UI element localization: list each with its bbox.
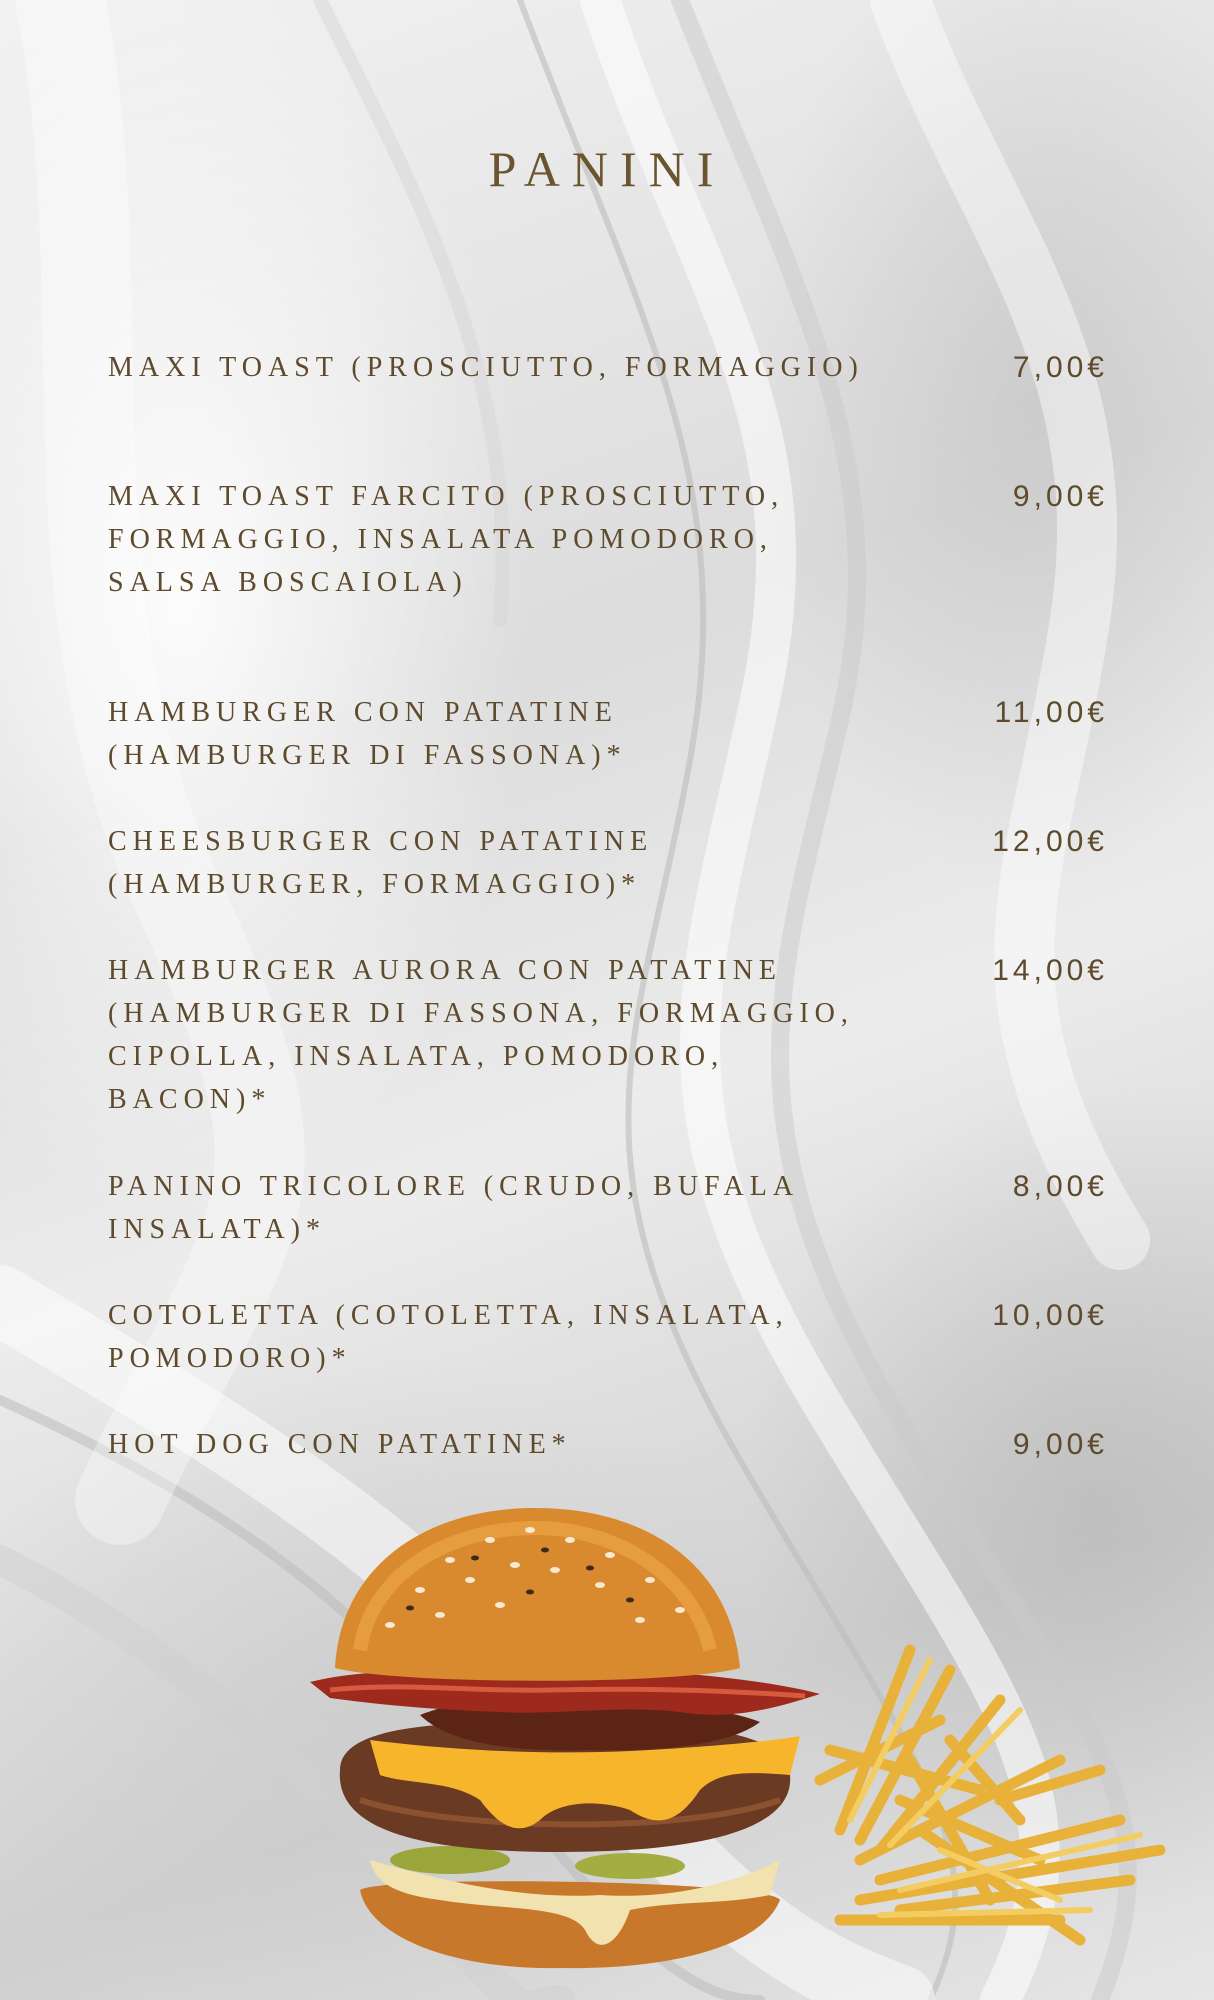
menu-item-name: PANINO TRICOLORE (CRUDO, BUFALA INSALATA)* [108, 1171, 798, 1245]
menu-item-name: CHEESBURGER CON PATATINE (HAMBURGER, FORMAGGIO)* [108, 826, 654, 900]
page-title: PANINI [488, 141, 726, 197]
fries-icon [820, 1650, 1160, 1940]
menu-item-name: MAXI TOAST (PROSCIUTTO, FORMAGGIO) [108, 352, 864, 383]
menu-item-price: 11,00€ [994, 696, 1108, 729]
menu-item-price: 9,00€ [1012, 480, 1108, 513]
menu-item-name: HAMBURGER AURORA CON PATATINE (HAMBURGER DI FASSONA, FORMAGGIO, CIPOLLA, INSALATA, POMODORO, BACON)* [108, 955, 854, 1115]
menu-item [108, 1165, 1108, 1251]
menu-item-price: 8,00€ [1012, 1170, 1108, 1203]
burger-and-fries-icon [300, 1500, 1180, 1970]
menu-item-price: 9,00€ [1012, 1428, 1108, 1461]
menu-item [108, 475, 1108, 604]
menu-item-name: MAXI TOAST FARCITO (PROSCIUTTO, FORMAGGIO, INSALATA POMODORO, SALSA BOSCAIOLA) [108, 481, 785, 598]
menu-item-price: 12,00€ [992, 825, 1108, 858]
menu-item-name: HAMBURGER CON PATATINE (HAMBURGER DI FASSONA)* [108, 697, 627, 771]
menu-item-price: 14,00€ [992, 954, 1108, 987]
menu-item [108, 949, 1108, 1121]
menu-item-price: 10,00€ [992, 1299, 1108, 1332]
menu-item [108, 346, 1108, 389]
menu-item-name: COTOLETTA (COTOLETTA, INSALATA, POMODORO)* [108, 1300, 789, 1374]
menu-item-price: 7,00€ [1012, 351, 1108, 384]
menu-item [108, 1423, 1108, 1466]
menu-item-name: HOT DOG CON PATATINE* [108, 1429, 572, 1460]
menu-item [108, 1294, 1108, 1380]
menu-item [108, 691, 1108, 777]
menu-item [108, 820, 1108, 906]
